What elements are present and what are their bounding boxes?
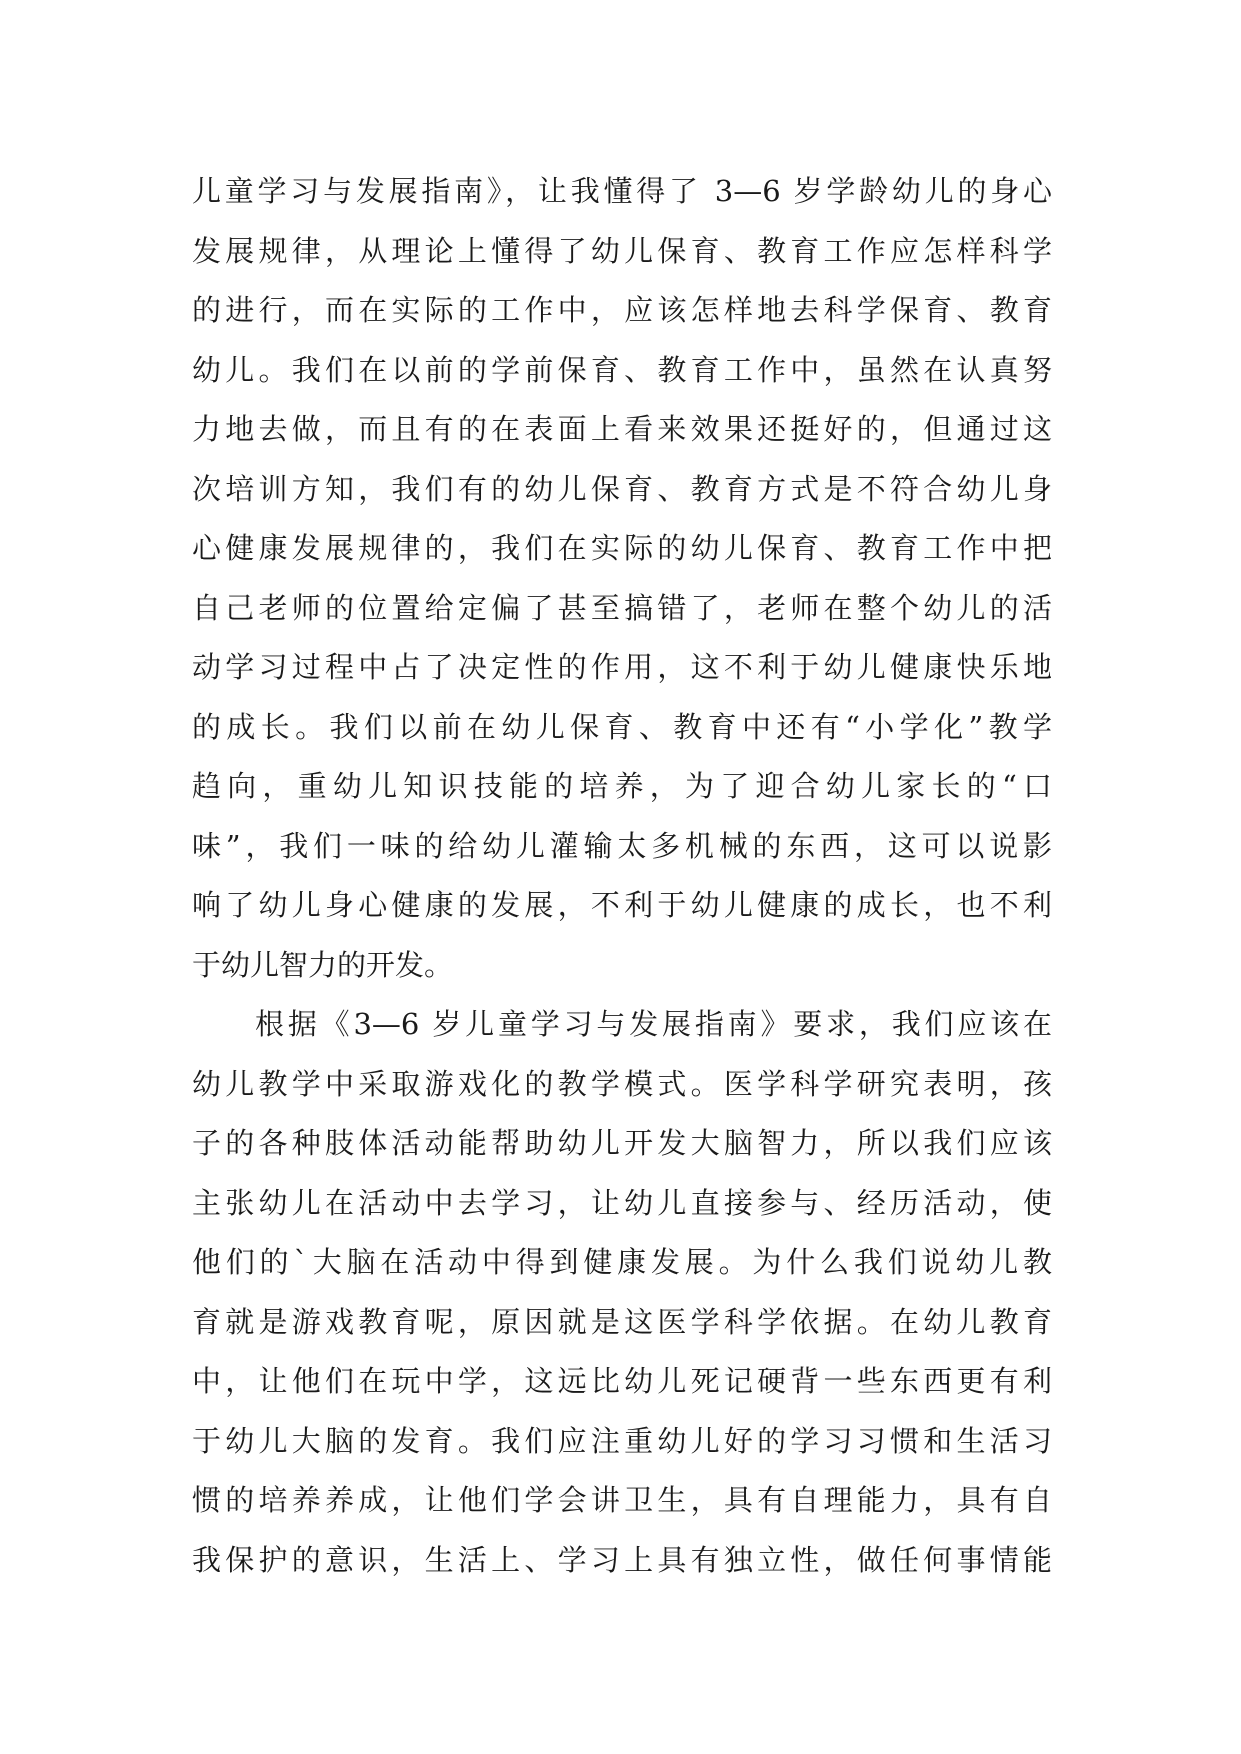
text-line: 育就是游戏教育呢，原因就是这医学科学依据。在幼儿教育: [192, 1304, 1052, 1339]
paragraph-2: [192, 995, 1052, 1590]
text-line: 幼儿教学中采取游戏化的教学模式。医学科学研究表明，孩: [192, 1066, 1052, 1101]
text-line: 儿童学习与发展指南》，让我懂得了 3—6 岁学龄幼儿的身心: [192, 174, 1052, 208]
text-line: 幼儿。我们在以前的学前保育、教育工作中，虽然在认真努: [192, 352, 1052, 387]
text-line: 他们的`大脑在活动中得到健康发展。为什么我们说幼儿教: [192, 1245, 1052, 1279]
body-text: [192, 162, 1052, 1590]
text-line: 味”，我们一味的给幼儿灌输太多机械的东西，这可以说影: [192, 828, 1052, 863]
text-line: 根据《3—6 岁儿童学习与发展指南》要求，我们应该在: [255, 1007, 1052, 1041]
text-line: 我保护的意识，生活上、学习上具有独立性，做任何事情能: [192, 1542, 1052, 1577]
text-line: 的进行，而在实际的工作中，应该怎样地去科学保育、教育: [192, 293, 1052, 327]
text-line: 次培训方知，我们有的幼儿保育、教育方式是不符合幼儿身: [192, 471, 1052, 506]
text-line: 惯的培养养成，让他们学会讲卫生，具有自理能力，具有自: [192, 1483, 1052, 1517]
text-line: 于幼儿智力的开发。: [192, 947, 454, 982]
text-line: 响了幼儿身心健康的发展，不利于幼儿健康的成长，也不利: [192, 888, 1052, 922]
text-line: 发展规律，从理论上懂得了幼儿保育、教育工作应怎样科学: [192, 233, 1052, 268]
text-line: 自己老师的位置给定偏了甚至搞错了，老师在整个幼儿的活: [192, 590, 1052, 625]
text-line: 趋向，重幼儿知识技能的培养，为了迎合幼儿家长的“口: [192, 769, 1052, 803]
paragraph-1: [192, 162, 1052, 995]
text-line: 的成长。我们以前在幼儿保育、教育中还有“小学化”教学: [192, 709, 1052, 744]
text-line: 子的各种肢体活动能帮助幼儿开发大脑智力，所以我们应该: [192, 1126, 1052, 1160]
text-line: 主张幼儿在活动中去学习，让幼儿直接参与、经历活动，使: [192, 1185, 1052, 1220]
text-line: 心健康发展规律的，我们在实际的幼儿保育、教育工作中把: [192, 531, 1052, 565]
text-line: 动学习过程中占了决定性的作用，这不利于幼儿健康快乐地: [192, 650, 1052, 684]
text-line: 于幼儿大脑的发育。我们应注重幼儿好的学习习惯和生活习: [192, 1423, 1052, 1458]
text-line: 中，让他们在玩中学，这远比幼儿死记硬背一些东西更有利: [192, 1364, 1052, 1398]
text-line: 力地去做，而且有的在表面上看来效果还挺好的，但通过这: [192, 412, 1052, 446]
